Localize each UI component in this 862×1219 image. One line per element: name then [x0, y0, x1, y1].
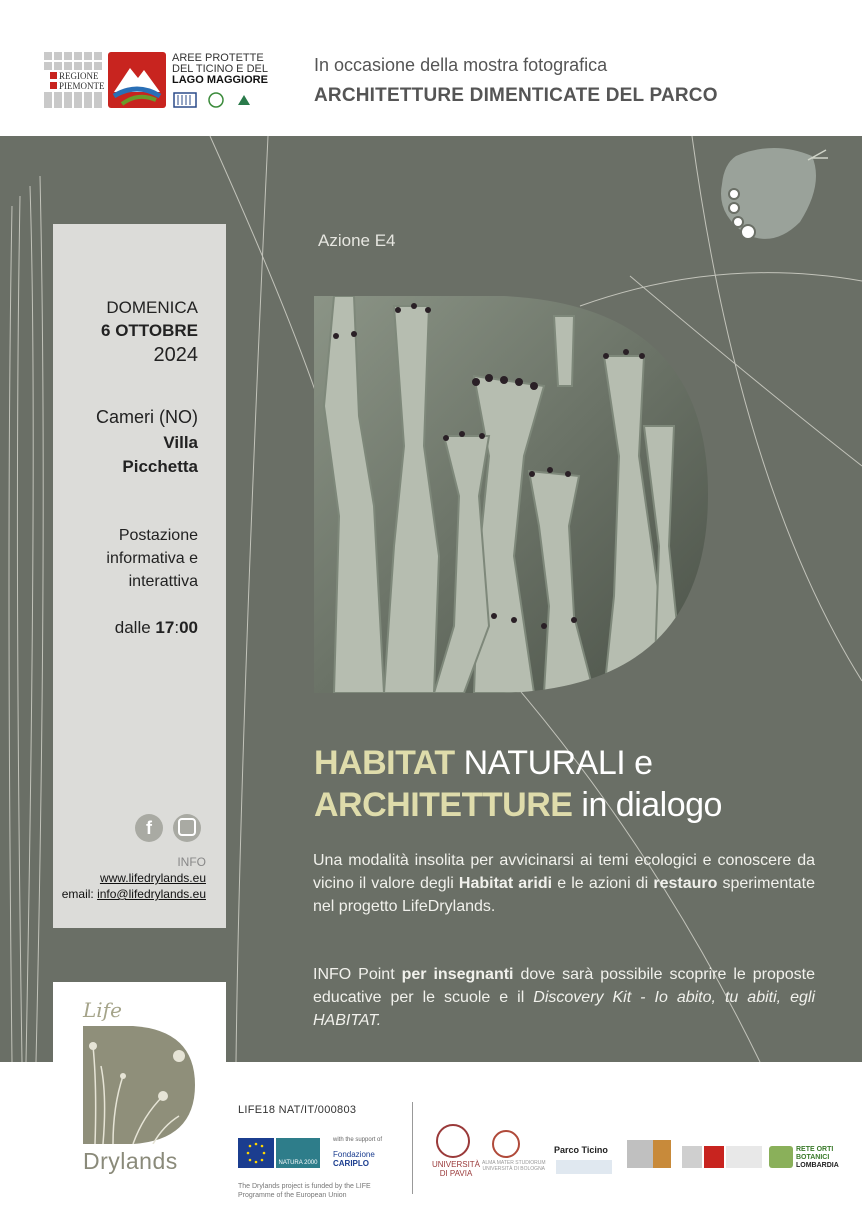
event-day: DOMENICA — [106, 298, 198, 317]
title-naturali: NATURALI e — [454, 744, 653, 782]
main-title-line-2 — [314, 785, 722, 825]
footer-divider — [412, 1102, 413, 1194]
project-code: LIFE18 NAT/IT/000803 — [238, 1104, 357, 1116]
orti-line-3: LOMBARDIA — [796, 1162, 839, 1169]
partner-logo-1 — [627, 1140, 671, 1168]
support-text: with the support of — [333, 1137, 383, 1143]
pavia-line-2: DI PAVIA — [439, 1169, 473, 1178]
orti-botanici-icon — [769, 1146, 793, 1168]
regione-piemonte-text — [48, 71, 107, 91]
pavia-text — [432, 1160, 480, 1178]
partner-logo-aree-protette — [682, 1146, 762, 1168]
event-place: Cameri (NO) — [96, 407, 198, 427]
lichen-photo — [314, 296, 708, 693]
event-venue-line-1: Villa — [163, 433, 198, 452]
email-link[interactable]: info@lifedrylands.eu — [97, 887, 206, 901]
para1-text-2: e le azioni di — [552, 875, 654, 892]
event-info-box — [53, 224, 226, 928]
orti-botanici-text — [796, 1146, 839, 1170]
pebble-icon — [716, 144, 832, 248]
exhibition-title: ARCHITETTURE DIMENTICATE DEL PARCO — [314, 85, 718, 106]
para1-text-1: Una modalità insolita per avvicinarsi ai temi ecologici e conoscere da vicino il valore degli — [313, 852, 815, 892]
info-point-paragraph — [313, 963, 815, 1032]
info-label: INFO — [177, 855, 206, 869]
fondazione-text: Fondazione — [333, 1150, 375, 1159]
title-dialogo: in dialogo — [572, 786, 722, 824]
para1-bold-2: restauro — [653, 875, 718, 892]
parco-ticino-logo — [556, 1160, 612, 1174]
pavia-line-1: UNIVERSITÀ — [432, 1160, 481, 1169]
time-prefix: dalle — [114, 618, 151, 637]
para2-text-1: INFO Point — [313, 966, 402, 983]
park-logo — [108, 52, 166, 108]
bologna-text — [482, 1160, 546, 1172]
natura-2000-logo — [276, 1138, 320, 1168]
para1-bold-1: Habitat aridi — [458, 875, 553, 892]
description-paragraph — [313, 849, 815, 918]
park-name-line-2: DEL TICINO E DEL — [172, 63, 268, 75]
regione-line-1: REGIONE — [59, 71, 99, 81]
event-desc-line-2: informativa e — [106, 550, 198, 567]
main-title-line-1 — [314, 743, 653, 783]
orti-line-1: RETE ORTI — [796, 1146, 834, 1153]
pavia-seal-icon — [436, 1124, 470, 1158]
park-name-line-3: LAGO MAGGIORE — [172, 74, 268, 86]
para1-text-3: sperimentate nel progetto LifeDrylands. — [313, 875, 815, 915]
time-hour: 17 — [155, 618, 175, 637]
park-name-line-1: AREE PROTETTE — [172, 52, 264, 64]
para2-text-2: dove sarà possibile scoprire le proposte educative per le scuole e il — [313, 966, 815, 1006]
time-separator: : — [174, 618, 180, 637]
event-desc-line-1: Postazione — [118, 527, 198, 544]
drylands-d-icon — [83, 1026, 195, 1144]
title-architetture: ARCHITETTURE — [314, 786, 573, 824]
eu-flag-icon — [238, 1138, 274, 1168]
unesco-mab-natura-logos — [172, 89, 258, 113]
event-date: 6 OTTOBRE — [101, 321, 198, 340]
regione-line-2: PIEMONTE — [59, 81, 105, 91]
bologna-line-2: UNIVERSITÀ DI BOLOGNA — [482, 1166, 546, 1172]
ticino-word: Ticino — [581, 1145, 608, 1155]
para2-bold-1: per insegnanti — [401, 966, 514, 983]
event-time — [115, 616, 198, 639]
natura-text: NATURA 2000 — [278, 1160, 318, 1166]
action-label: Azione E4 — [318, 231, 396, 250]
life-text: Life — [83, 998, 122, 1022]
event-desc-line-3: interattiva — [128, 573, 198, 590]
title-habitat: HABITAT — [314, 744, 455, 782]
facebook-icon[interactable]: f — [135, 814, 163, 842]
parco-word: Parco — [554, 1145, 580, 1155]
funding-note: The Drylands project is funded by the LIFE Programme of the European Union — [238, 1183, 371, 1199]
time-minutes: 00 — [179, 618, 198, 637]
park-name — [172, 53, 268, 86]
para2-italic-1: Discovery Kit - Io abito, tu abiti, egli HABITAT. — [313, 989, 815, 1029]
life-drylands-logo — [53, 982, 226, 1219]
website-link[interactable]: www.lifedrylands.eu — [99, 871, 206, 885]
bologna-line-1: ALMA MATER STUDIORUM — [482, 1160, 546, 1166]
orti-line-2: BOTANICI — [796, 1154, 830, 1161]
cariplo-text: CARIPLO — [333, 1159, 369, 1168]
header — [0, 0, 862, 136]
instagram-icon[interactable] — [173, 814, 201, 842]
bologna-seal-icon — [492, 1130, 520, 1158]
email-line — [62, 886, 206, 902]
header-subtitle: In occasione della mostra fotografica — [314, 55, 608, 75]
parco-ticino-text — [554, 1146, 608, 1155]
event-year: 2024 — [153, 344, 198, 366]
event-venue-line-2: Picchetta — [122, 457, 198, 476]
email-label: email: — [61, 887, 94, 901]
drylands-text: Drylands — [83, 1148, 178, 1174]
